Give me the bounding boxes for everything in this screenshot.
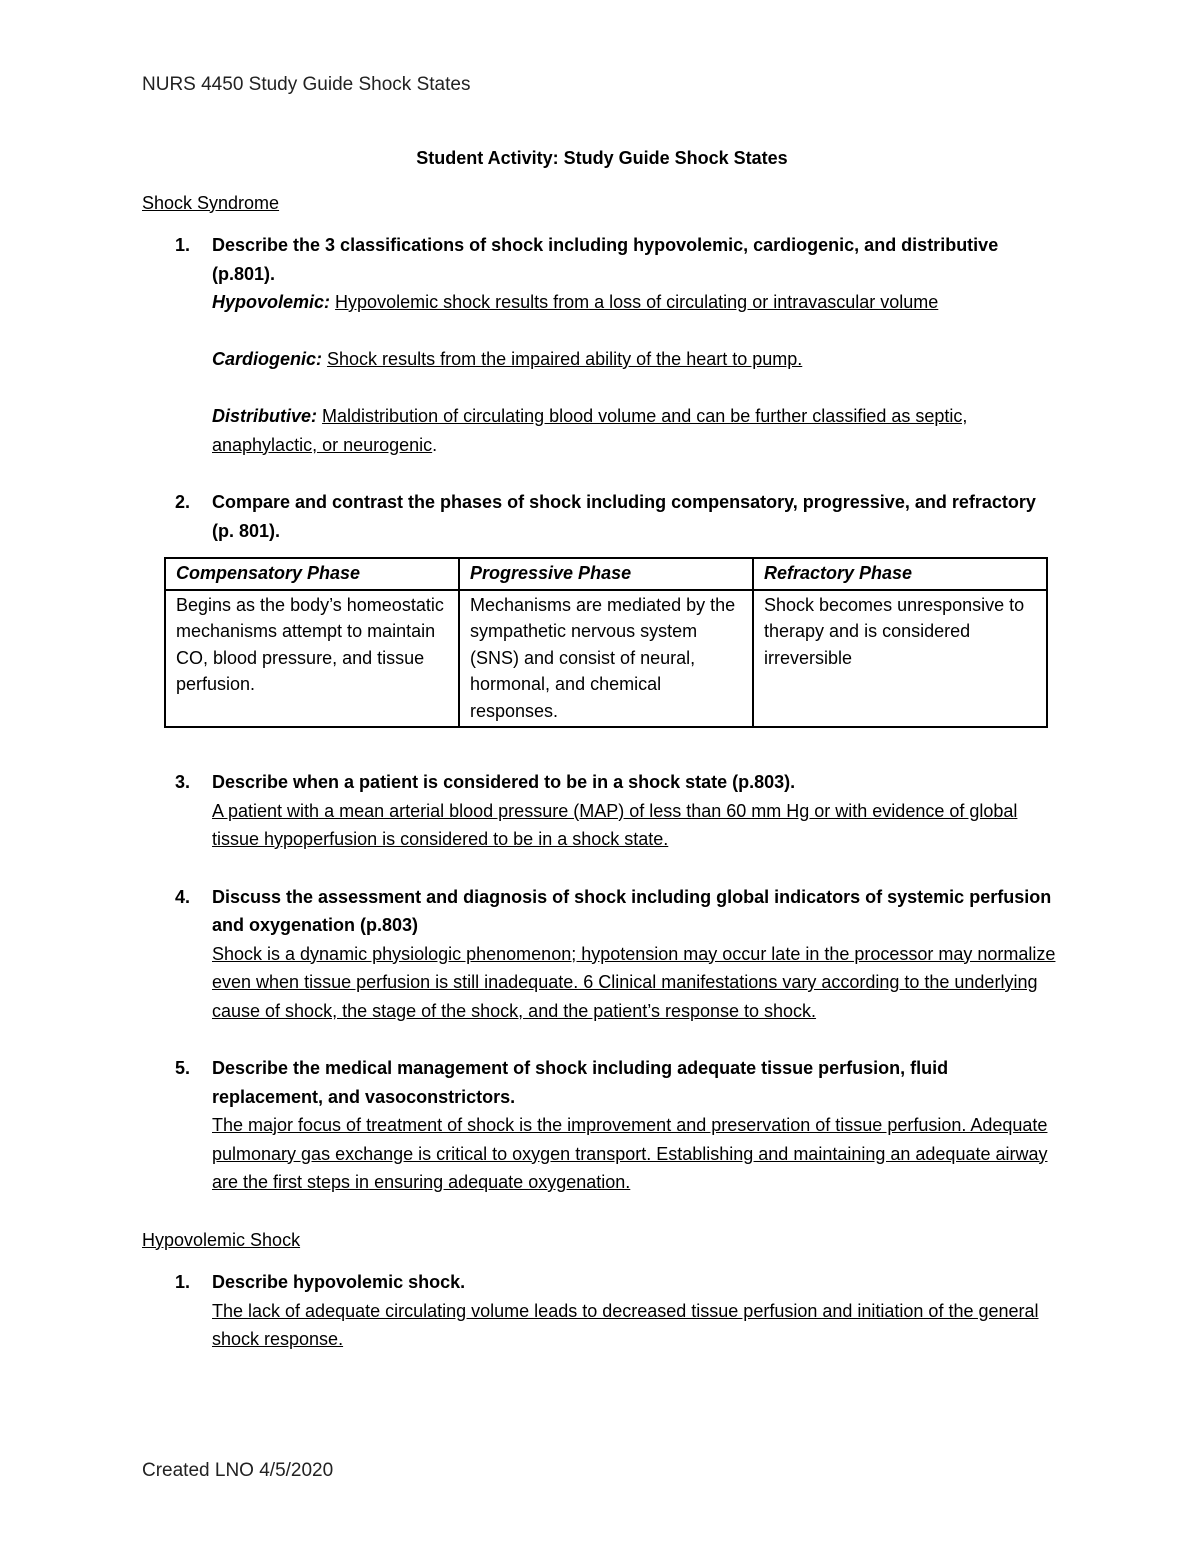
table-cell: Begins as the body’s homeostatic mechanisms attempt to maintain CO, blood pressure, and tissue perfusion. [165,590,459,728]
question-list-shock-syndrome-continued [142,768,1062,1197]
answer-distributive [212,402,1062,459]
question-item [142,1054,1062,1197]
question-list-hypovolemic-shock [142,1268,1062,1354]
table-row [165,590,1047,728]
table-header-cell: Refractory Phase [753,558,1047,590]
question-number: 3. [175,772,191,792]
question-list-shock-syndrome [142,231,1062,545]
document-title: Student Activity: Study Guide Shock States [416,148,788,168]
table-header-row [165,558,1047,590]
question-number: 4. [175,886,191,907]
section-heading-hypovolemic-shock: Hypovolemic Shock [142,1229,301,1250]
page-footer: Created LNO 4/5/2020 [142,1460,334,1481]
answer-text: Hypovolemic shock results from a loss of circulating or intravascular volume [335,292,939,312]
answer-text: Shock is a dynamic physiologic phenomenon; hypotension may occur late in the processor may normalize even when tissue perfusion is still inadequate. 6 Clinical manifestations vary according to the underlying cause of shock, the stage of the shock, and the patient’s response to shock. [212,943,1056,1021]
answer-cardiogenic [212,345,1062,374]
answer-text: Shock results from the impaired ability of the heart to pump. [327,349,803,369]
document-body [142,144,1062,1383]
answer-trailing-punctuation: . [432,434,438,455]
question-item [142,768,1062,854]
table-cell: Mechanisms are mediated by the sympathetic nervous system (SNS) and consist of neural, hormonal, and chemical responses. [459,590,753,728]
table-cell: Shock becomes unresponsive to therapy and is considered irreversible [753,590,1047,728]
section-heading-shock-syndrome: Shock Syndrome [142,192,280,213]
question-prompt: Describe when a patient is considered to be in a shock state (p.803). [212,772,796,792]
table-header-cell: Compensatory Phase [165,558,459,590]
question-item [142,883,1062,1026]
answer-text: Maldistribution of circulating blood volume and can be further classified as septic, anaphylactic, or neurogenic [212,406,968,455]
answer-label: Hypovolemic: [212,292,331,312]
answer-text: The lack of adequate circulating volume leads to decreased tissue perfusion and initiation of the general shock response. [212,1300,1039,1349]
question-prompt: Describe the 3 classifications of shock including hypovolemic, cardiogenic, and distributive (p.801). [212,235,999,284]
question-number: 2. [175,492,191,512]
question-number: 1. [175,1272,191,1292]
answer-text: The major focus of treatment of shock is the improvement and preservation of tissue perfusion. Adequate pulmonary gas exchange is critical to oxygen transport. Establishing and maintaining an adequate airway are the first steps in ensuring adequate oxygenation. [212,1115,1048,1192]
answer-hypovolemic [212,288,1062,317]
answer-text: A patient with a mean arterial blood pressure (MAP) of less than 60 mm Hg or with evidence of global tissue hypoperfusion is considered to be in a shock state. [212,800,1018,849]
question-item [142,488,1062,545]
question-prompt: Describe the medical management of shock including adequate tissue perfusion, fluid replacement, and vasoconstrictors. [212,1058,949,1107]
question-prompt: Discuss the assessment and diagnosis of shock including global indicators of systemic perfusion and oxygenation (p.803) [212,886,1052,935]
spacer [212,317,1062,346]
question-item [142,1268,1062,1354]
spacer [212,374,1062,403]
question-number: 5. [175,1058,191,1078]
answer-label: Cardiogenic: [212,349,323,369]
question-number: 1. [175,235,191,255]
shock-phases-table [164,557,1048,728]
question-prompt: Describe hypovolemic shock. [212,1272,466,1292]
table-header-cell: Progressive Phase [459,558,753,590]
running-header: NURS 4450 Study Guide Shock States [142,74,471,95]
question-item [142,231,1062,459]
question-prompt: Compare and contrast the phases of shock including compensatory, progressive, and refractory (p. 801). [212,492,1036,541]
answer-label: Distributive: [212,406,318,426]
